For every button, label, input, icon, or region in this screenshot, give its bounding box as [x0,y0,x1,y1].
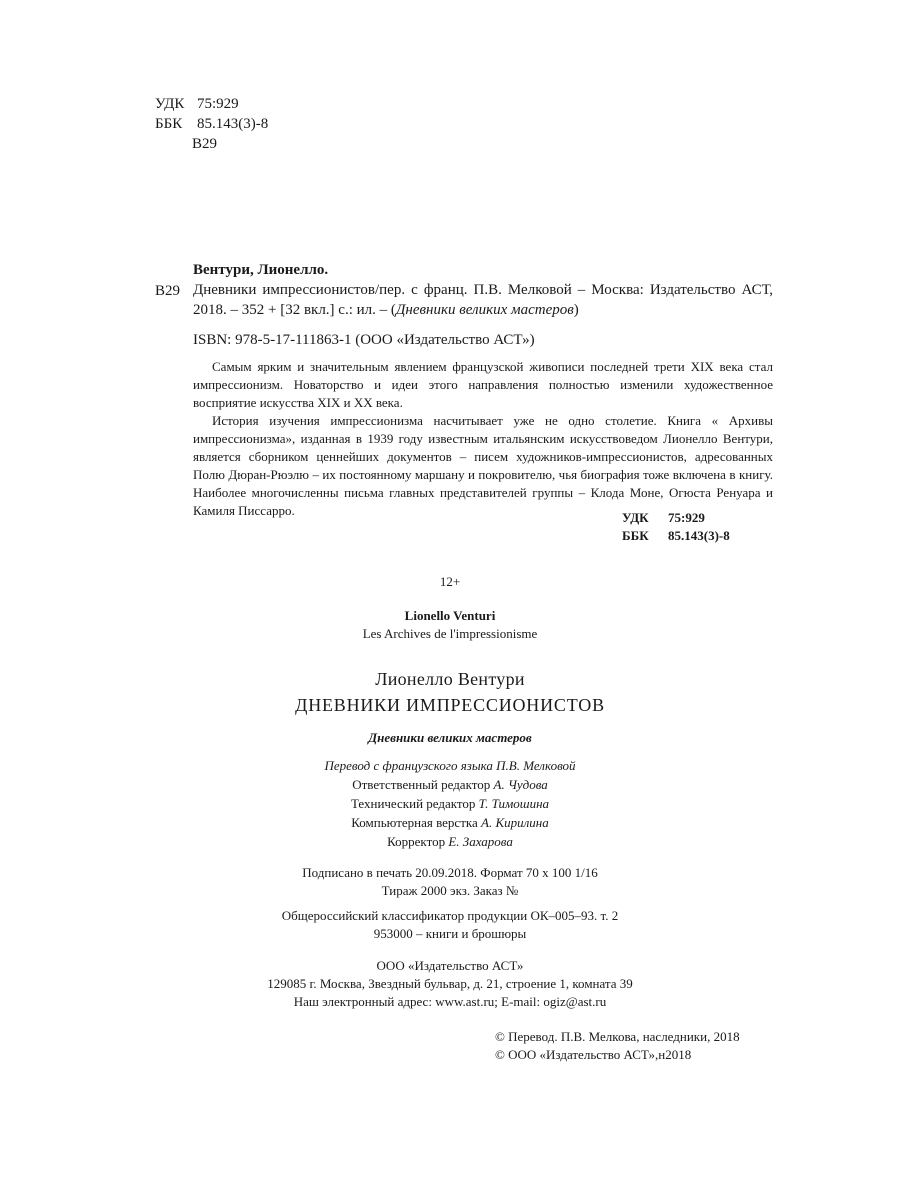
copyright [495,1028,740,1064]
bbk-row [622,527,730,545]
author-mark: В29 [192,136,218,152]
credit-editor [0,776,900,795]
credit-role: Технический редактор [350,796,479,811]
bbk-label: ББК [155,116,183,132]
publisher-info [0,957,900,1011]
bib-description-end: ) [573,302,579,318]
credit-name: Е. Захарова [448,834,513,849]
bbk-row [155,114,268,134]
credit-tech-editor [0,795,900,814]
bibliographic-entry [193,260,773,320]
bib-author-mark: В29 [155,283,181,299]
original-title: Les Archives de l'impressionisme [362,626,538,641]
bib-description-text: Дневники импрессионистов/пер. с франц. П.В. Мелковой – Москва: Издательство АСТ, 2018. – 352 + [32 вкл.] с.: ил. – ( [193,282,773,318]
credit-name: А. Кирилина [481,815,549,830]
abstract [193,358,773,520]
print-info-line: Тираж 2000 экз. Заказ № [381,883,519,898]
copyright-line: © ООО «Издательство АСТ»,н2018 [495,1047,692,1062]
age-rating: 12+ [439,574,461,589]
credit-role: Компьютерная верстка [351,815,482,830]
original-author: Lionello Venturi [404,608,496,623]
print-info [0,864,900,900]
udk-row [622,509,730,527]
credit-name: Перевод с французского языка П.В. Мелковой [324,758,576,773]
bib-author: Вентури, Лионелло. [193,262,329,278]
credit-role: Корректор [387,834,449,849]
credit-layout [0,814,900,833]
bbk-label: ББК [622,528,649,543]
credit-name: Т. Тимошина [478,796,550,811]
top-classification-codes [155,94,268,154]
bbk-value: 85.143(3)-8 [197,116,269,132]
book-series: Дневники великих мастеров [368,730,532,745]
book-author: Лионелло Вентури [375,669,525,689]
udk-row [155,94,268,114]
copyright-line: © Перевод. П.В. Мелкова, наследники, 2018 [495,1029,740,1044]
udk-value: 75:929 [668,510,705,525]
credit-role: Ответственный редактор [352,777,494,792]
credit-translator [0,757,900,776]
credit-proofreader [0,833,900,852]
bib-description [193,280,773,320]
credits [0,757,900,852]
classifier-line: 953000 – книги и брошюры [373,926,527,941]
bib-series: Дневники великих мастеров [395,302,574,318]
publisher-line: Наш электронный адрес: www.ast.ru; E-mail: ogiz@ast.ru [293,994,607,1009]
abstract-paragraph: Самым ярким и значительным явлением французской живописи последней трети XIX века стал импрессионизм. Новаторство и идеи этого направления полностью изменили художественное восприятие искусства XIX и XX века. [193,359,773,410]
publisher-line: 129085 г. Москва, Звездный бульвар, д. 21, строение 1, комната 39 [267,976,633,991]
udk-label: УДК [622,510,649,525]
publisher-line: ООО «Издательство АСТ» [376,958,524,973]
isbn: ISBN: 978-5-17-111863-1 (ООО «Издательство АСТ») [193,332,535,348]
bbk-value: 85.143(3)-8 [668,528,730,543]
classifier-info [0,907,900,943]
udk-label: УДК [155,96,185,112]
credit-name: А. Чудова [493,777,548,792]
bottom-classification-codes [622,509,730,545]
print-info-line: Подписано в печать 20.09.2018. Формат 70 х 100 1/16 [302,865,598,880]
classifier-line: Общероссийский классификатор продукции ОК–005–93. т. 2 [281,908,619,923]
book-title: ДНЕВНИКИ ИМПРЕССИОНИСТОВ [295,695,605,715]
udk-value: 75:929 [197,96,239,112]
abstract-paragraph: История изучения импрессионизма насчитывает уже не одно столетие. Книга « Архивы импрессионизма», изданная в 1939 году известным итальянским искусствоведом Лионелло Вентури, является сборником ценнейших документов – писем художников-импрессионистов, адресованных Полю Дюран-Рюэлю – их постоянному маршану и покровителю, чья биография тоже включена в книгу. Наиболее многочисленны письма главных представителей группы – Клода Моне, Огюста Ренуара и Камиля Писсарро. [193,413,773,518]
